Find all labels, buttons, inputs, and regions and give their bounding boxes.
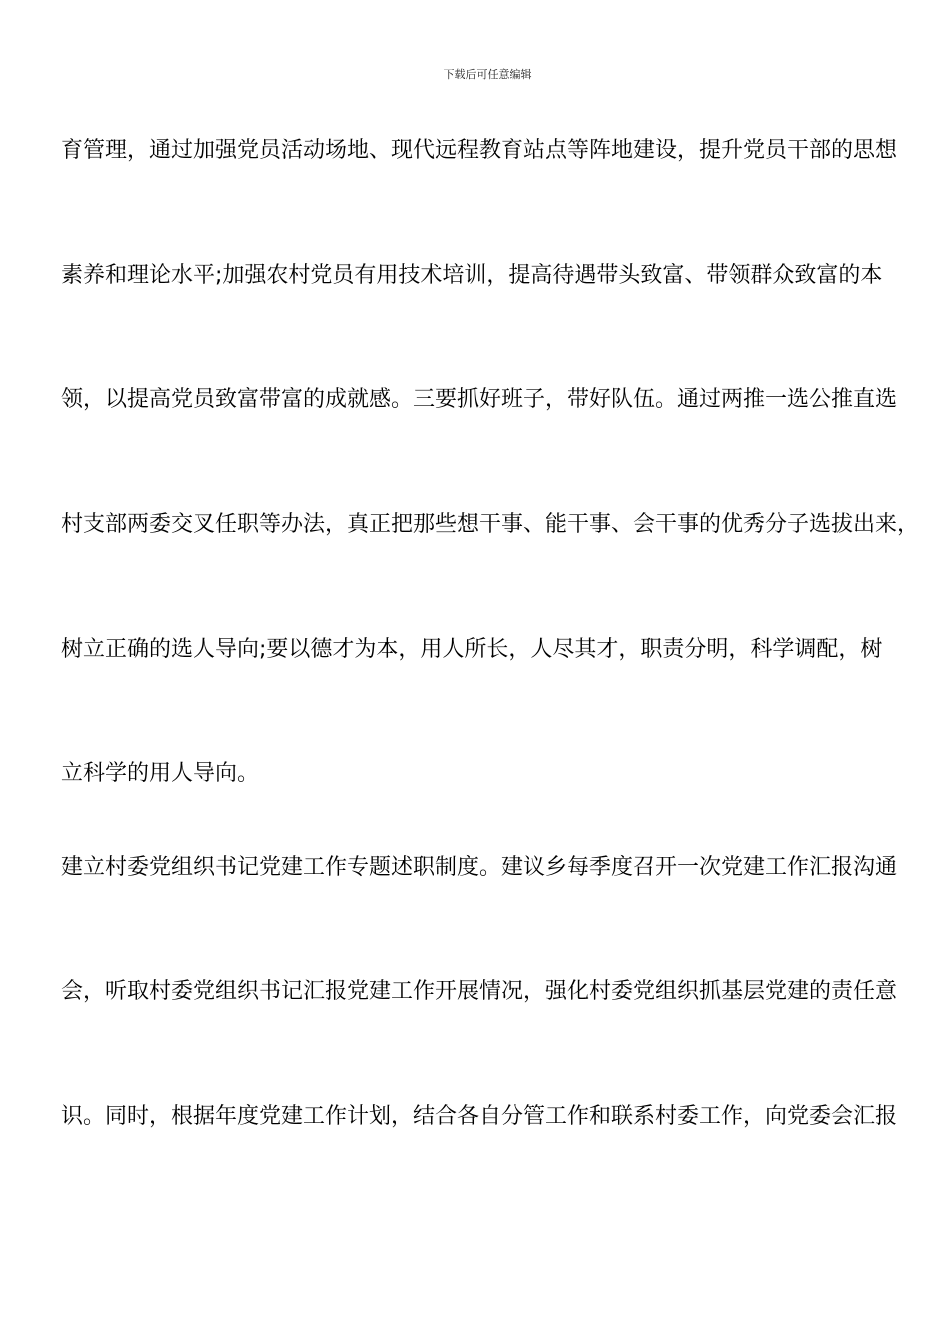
page-header-note: 下载后可任意编辑 <box>443 68 532 81</box>
text-line: 建立村委党组织书记党建工作专题述职制度。建议乡每季度召开一次党建工作汇报沟通 <box>61 855 898 880</box>
text-line: 树立正确的选人导向;要以德才为本，用人所长，人尽其才，职责分明，科学调配，树 <box>61 637 883 662</box>
text-line: 立科学的用人导向。 <box>61 761 260 786</box>
text-line: 育管理，通过加强党员活动场地、现代远程教育站点等阵地建设，提升党员干部的思想 <box>61 138 898 163</box>
text-line: 识。同时，根据年度党建工作计划，结合各自分管工作和联系村委工作，向党委会汇报 <box>61 1104 898 1129</box>
text-line: 会，听取村委党组织书记汇报党建工作开展情况，强化村委党组织抓基层党建的责任意 <box>61 979 898 1004</box>
text-line: 村支部两委交叉任职等办法，真正把那些想干事、能干事、会干事的优秀分子选拔出来， <box>61 512 920 537</box>
text-line: 素养和理论水平;加强农村党员有用技术培训，提高待遇带头致富、带领群众致富的本 <box>61 263 883 288</box>
text-line: 领，以提高党员致富带富的成就感。三要抓好班子，带好队伍。通过两推一选公推直选 <box>61 387 898 412</box>
